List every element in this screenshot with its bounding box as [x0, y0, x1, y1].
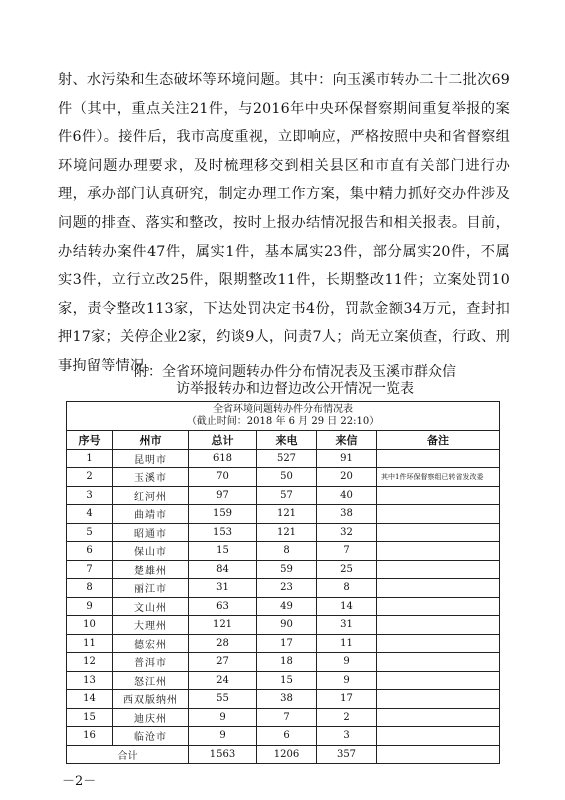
row-number: 1 [67, 449, 113, 468]
table-row [67, 597, 500, 616]
row-remark [377, 542, 500, 561]
table-row [67, 653, 500, 672]
row-letter: 11 [317, 634, 377, 653]
row-letter: 40 [317, 486, 377, 505]
table-row [67, 616, 500, 635]
row-number: 16 [67, 727, 113, 746]
row-number: 10 [67, 616, 113, 635]
row-phone: 18 [257, 653, 317, 672]
row-number: 2 [67, 468, 113, 487]
row-city: 楚雄州 [113, 560, 189, 579]
row-letter: 17 [317, 690, 377, 709]
row-phone: 38 [257, 690, 317, 709]
row-number: 11 [67, 634, 113, 653]
row-phone: 15 [257, 671, 317, 690]
body-paragraph [58, 66, 510, 381]
row-letter: 9 [317, 653, 377, 672]
table-row [67, 486, 500, 505]
row-remark [377, 653, 500, 672]
table-subtitle: （截止时间：2018 年 6 月 29 日 22:10） [186, 416, 380, 427]
row-city: 西双版纳州 [113, 690, 189, 709]
row-total: 55 [189, 690, 257, 709]
table-total-row [67, 745, 500, 764]
table-row [67, 542, 500, 561]
row-phone: 50 [257, 468, 317, 487]
table-row [67, 690, 500, 709]
row-letter: 8 [317, 579, 377, 598]
row-city: 怒江州 [113, 671, 189, 690]
row-letter: 32 [317, 523, 377, 542]
total-sum: 1563 [189, 745, 257, 764]
row-total: 159 [189, 505, 257, 524]
row-number: 7 [67, 560, 113, 579]
row-phone: 90 [257, 616, 317, 635]
total-phone: 1206 [257, 745, 317, 764]
row-number: 15 [67, 708, 113, 727]
attachment-caption: 附：全省环境问题转办件分布情况表及玉溪市群众信访举报转办和边督边改公开情况一览表 [134, 364, 456, 397]
row-remark [377, 671, 500, 690]
row-total: 121 [189, 616, 257, 635]
row-remark: 其中1件环保督察组已转省发改委 [377, 468, 500, 487]
row-remark [377, 560, 500, 579]
total-letter: 357 [317, 745, 377, 764]
row-city: 文山州 [113, 597, 189, 616]
row-letter: 2 [317, 708, 377, 727]
row-total: 27 [189, 653, 257, 672]
row-city: 红河州 [113, 486, 189, 505]
row-letter: 3 [317, 727, 377, 746]
row-number: 14 [67, 690, 113, 709]
row-remark [377, 708, 500, 727]
table-title-row [67, 402, 500, 431]
row-city: 昆明市 [113, 449, 189, 468]
row-city: 玉溪市 [113, 468, 189, 487]
row-number: 8 [67, 579, 113, 598]
row-number: 5 [67, 523, 113, 542]
row-city: 大理州 [113, 616, 189, 635]
row-remark [377, 597, 500, 616]
row-remark [377, 486, 500, 505]
row-number: 13 [67, 671, 113, 690]
table-row [67, 523, 500, 542]
row-phone: 121 [257, 523, 317, 542]
header-no: 序号 [67, 431, 113, 450]
row-total: 63 [189, 597, 257, 616]
row-remark [377, 690, 500, 709]
paragraph-text: 射、水污染和生态破坏等环境问题。其中：向玉溪市转办二十二批次69件（其中，重点关注21件，与2016年中央环保督察期间重复举报的案件6件）。接件后，我市高度重视，立即响应，严格按照中央和省督察组环境问题办理要求，及时梳理移交到相关县区和市直有关部门进行办理，承办部门认真研究，制定办理工作方案，集中精力抓好交办件涉及问题的排查、落实和整改，按时上报办结情况报告和相关报表。目前，办结转办案件47件，属实1件，基本属实23件，部分属实20件，不属实3件，立行立改25件，限期整改11件，长期整改11件；立案处罚10家，责令整改113家，下达处罚决定书4份，罚款金额34万元，查封扣押17家；关停企业2家，约谈9人，问责7人；尚无立案侦查，行政、刑事拘留等情况。 [58, 72, 510, 374]
row-phone: 527 [257, 449, 317, 468]
row-total: 28 [189, 634, 257, 653]
row-total: 15 [189, 542, 257, 561]
row-total: 618 [189, 449, 257, 468]
row-number: 12 [67, 653, 113, 672]
total-remark [377, 745, 500, 764]
table-row [67, 579, 500, 598]
row-phone: 23 [257, 579, 317, 598]
row-total: 31 [189, 579, 257, 598]
row-phone: 57 [257, 486, 317, 505]
row-letter: 38 [317, 505, 377, 524]
row-phone: 7 [257, 708, 317, 727]
table-title-cell [67, 402, 500, 431]
header-remark: 备注 [377, 431, 500, 450]
table-row [67, 634, 500, 653]
row-letter: 91 [317, 449, 377, 468]
header-total: 总计 [189, 431, 257, 450]
row-letter: 20 [317, 468, 377, 487]
row-number: 4 [67, 505, 113, 524]
table-row [67, 727, 500, 746]
row-remark [377, 616, 500, 635]
row-letter: 7 [317, 542, 377, 561]
table-title: 全省环境问题转办件分布情况表 [213, 404, 354, 415]
page-number: －2－ [62, 774, 97, 789]
row-total: 70 [189, 468, 257, 487]
distribution-table [66, 401, 500, 764]
row-phone: 121 [257, 505, 317, 524]
row-phone: 17 [257, 634, 317, 653]
row-phone: 49 [257, 597, 317, 616]
header-city: 州市 [113, 431, 189, 450]
row-letter: 14 [317, 597, 377, 616]
row-remark [377, 727, 500, 746]
row-city: 迪庆州 [113, 708, 189, 727]
row-city: 昭通市 [113, 523, 189, 542]
row-total: 153 [189, 523, 257, 542]
row-city: 德宏州 [113, 634, 189, 653]
row-remark [377, 634, 500, 653]
table-row [67, 449, 500, 468]
table-row [67, 671, 500, 690]
row-remark [377, 449, 500, 468]
row-city: 丽江市 [113, 579, 189, 598]
row-total: 24 [189, 671, 257, 690]
row-remark [377, 579, 500, 598]
row-total: 84 [189, 560, 257, 579]
row-remark [377, 523, 500, 542]
row-city: 曲靖市 [113, 505, 189, 524]
row-total: 97 [189, 486, 257, 505]
row-remark [377, 505, 500, 524]
row-total: 9 [189, 708, 257, 727]
table-row [67, 505, 500, 524]
row-phone: 6 [257, 727, 317, 746]
row-city: 保山市 [113, 542, 189, 561]
header-letter: 来信 [317, 431, 377, 450]
row-number: 9 [67, 597, 113, 616]
table-header-row [67, 431, 500, 450]
row-number: 3 [67, 486, 113, 505]
total-label: 合计 [67, 745, 189, 764]
row-letter: 9 [317, 671, 377, 690]
table-row [67, 468, 500, 487]
row-number: 6 [67, 542, 113, 561]
header-phone: 来电 [257, 431, 317, 450]
row-phone: 59 [257, 560, 317, 579]
table-row [67, 560, 500, 579]
row-letter: 25 [317, 560, 377, 579]
table-row [67, 708, 500, 727]
row-letter: 31 [317, 616, 377, 635]
row-phone: 8 [257, 542, 317, 561]
row-city: 普洱市 [113, 653, 189, 672]
row-city: 临沧市 [113, 727, 189, 746]
row-total: 9 [189, 727, 257, 746]
